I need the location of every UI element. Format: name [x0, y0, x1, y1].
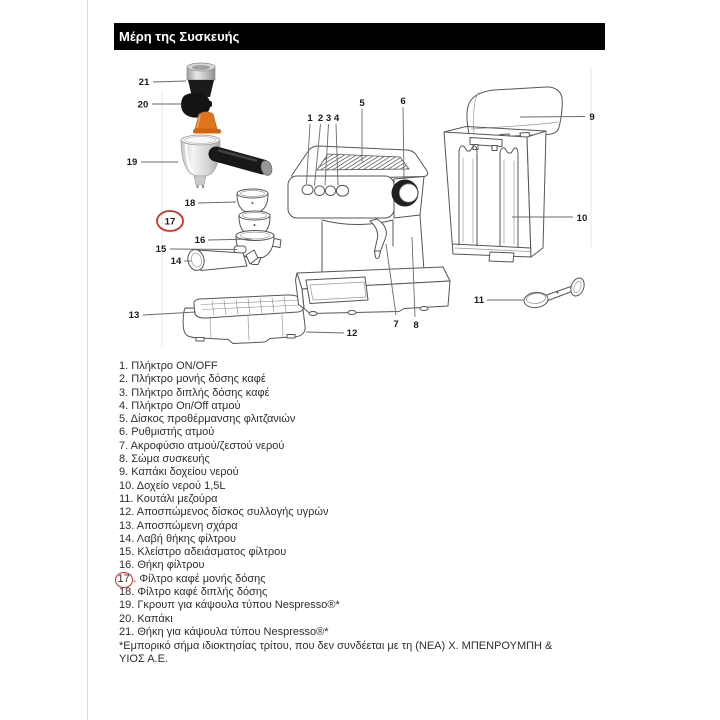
part-label: Πλήκτρο On/Off ατμού	[131, 399, 241, 412]
filter-stack-drawing	[186, 189, 281, 272]
cup-warming-tray	[317, 154, 409, 170]
part-label: Λαβή θήκης φίλτρου	[136, 532, 236, 545]
callout-14: 14	[170, 256, 182, 267]
part-label: Ακροφύσιο ατμού/ζεστού νερού	[130, 439, 285, 452]
callout-9: 9	[589, 112, 595, 123]
part-list-item	[119, 400, 605, 413]
part-list-item	[119, 546, 605, 559]
part-label: Πλήκτρο ON/OFF	[131, 360, 218, 372]
callout-6: 6	[400, 96, 406, 107]
part-label: Κουτάλι μεζούρα	[136, 492, 218, 505]
footnote-line-1: *Εμπορικό σήμα ιδιοκτησίας τρίτου, που δεν συνδέεται με τη (ΝΕΑ) Χ. ΜΠΕΝΡΟΥΜΠΗ &	[119, 640, 553, 653]
part-number-suffix: .	[131, 532, 137, 545]
measuring-spoon-drawing	[523, 276, 586, 309]
part-number: 5	[119, 413, 126, 426]
part-number: 20	[119, 612, 132, 625]
part-label: Σώμα συσκευής	[131, 453, 210, 466]
part-number-suffix: .	[125, 426, 132, 439]
parts-list	[119, 360, 605, 639]
callout-18: 18	[184, 198, 196, 209]
part-label: Αποσπώμενη σχάρα	[136, 519, 238, 532]
part-label: Πλήκτρο μονής δόσης καφέ	[131, 373, 266, 386]
part-label: Θήκη για κάψουλα τύπου Nespresso®*	[137, 625, 329, 638]
part-list-item	[119, 559, 605, 572]
part-list-item	[119, 520, 605, 533]
part-number-suffix: .	[125, 386, 132, 399]
part-label: Κλείστρο αδειάσματος φίλτρου	[137, 546, 287, 559]
part-number: 3	[119, 386, 126, 399]
part-label: Ρυθμιστής ατμού	[131, 426, 215, 439]
part-number: 1	[119, 360, 126, 372]
part-label: Φίλτρο καφέ μονής δόσης	[139, 572, 266, 585]
part-number: 19	[119, 599, 132, 612]
part-number-suffix: .	[131, 479, 137, 492]
part-label: Καπάκι	[137, 612, 173, 625]
front-panel	[288, 176, 394, 218]
part-number-suffix: .	[131, 546, 138, 559]
callout-21: 21	[138, 77, 150, 88]
footnote-line-2: ΥΙΟΣ Α.Ε.	[119, 653, 168, 666]
part-number: 13	[119, 519, 132, 532]
part-list-item	[119, 360, 605, 373]
part-label: Καπάκι δοχείου νερού	[131, 466, 239, 479]
machine-body-drawing	[288, 146, 450, 316]
callout-5: 5	[359, 98, 365, 109]
part-list-item	[119, 373, 605, 386]
part-number: 2	[119, 373, 126, 386]
part-label: Γκρουπ για κάψουλα τύπου Nespresso®*	[137, 599, 340, 612]
section-title-bar	[114, 23, 605, 50]
part-list-item	[119, 613, 605, 626]
part-list-item	[119, 599, 605, 612]
part-list-item	[119, 480, 605, 493]
part-number-suffix: .	[131, 506, 137, 519]
part-label: Φίλτρο καφέ διπλής δόσης	[137, 586, 268, 599]
callout-17: 17	[164, 216, 176, 228]
part-list-item	[119, 506, 605, 519]
part-list-item	[119, 586, 605, 599]
callout-16: 16	[194, 235, 206, 246]
part-number-suffix: .	[131, 625, 138, 638]
part-number: 14	[119, 532, 132, 545]
part-number: 9	[119, 466, 126, 479]
part-label: Δίσκος προθέρμανσης φλιτζανιών	[130, 413, 296, 426]
part-list-item	[119, 533, 605, 546]
part-number-suffix: .	[131, 599, 138, 612]
part-list-item	[119, 453, 605, 466]
part-number-suffix: .	[133, 572, 140, 585]
part-number-suffix: .	[131, 612, 138, 625]
part-number: 10	[119, 479, 132, 492]
part-number-suffix: .	[131, 586, 138, 599]
part-number-suffix: .	[131, 519, 137, 532]
callout-15: 15	[155, 244, 167, 255]
part-number: 21	[119, 625, 132, 638]
part-number: 4	[119, 399, 126, 412]
part-number-suffix: .	[125, 453, 132, 466]
steam-dial	[392, 180, 419, 207]
part-label: Πλήκτρο διπλής δόσης καφέ	[131, 386, 270, 399]
part-number-highlighted: 17	[115, 572, 134, 588]
part-list-item	[119, 440, 605, 453]
nespresso-group-photo	[181, 63, 274, 188]
part-list-item	[119, 426, 605, 439]
part-number: 6	[119, 426, 126, 439]
part-number: 7	[119, 439, 126, 452]
part-number-suffix: .	[125, 413, 131, 426]
footnote	[119, 627, 605, 667]
section-title: Μέρη της Συσκευής	[119, 29, 240, 44]
part-number: 8	[119, 453, 126, 466]
callout-11: 11	[473, 295, 485, 306]
part-list-item	[119, 466, 605, 479]
callout-2: 2	[317, 113, 324, 124]
callout-3: 3	[325, 113, 332, 124]
callout-4: 4	[333, 113, 340, 124]
part-list-item	[119, 413, 605, 426]
callout-10: 10	[576, 213, 588, 224]
part-label: Αποσπώμενος δίσκος συλλογής υγρών	[136, 506, 329, 519]
part-number-suffix: .	[125, 373, 132, 386]
water-tank-drawing	[444, 87, 562, 262]
part-number-suffix: .	[130, 492, 137, 505]
callout-1: 1	[307, 113, 313, 124]
part-number: 18	[119, 586, 132, 599]
callout-19: 19	[126, 157, 138, 168]
part-label: Δοχείο νερού 1,5L	[136, 479, 226, 492]
part-number-suffix: .	[125, 466, 132, 479]
drip-tray-drawing	[183, 295, 305, 344]
part-number: 12	[119, 506, 132, 519]
part-list-item	[119, 387, 605, 400]
part-number-suffix: .	[125, 360, 132, 372]
parts-diagram	[87, 52, 607, 352]
callout-20: 20	[137, 99, 149, 111]
part-number-suffix: .	[125, 439, 131, 452]
part-number-suffix: .	[131, 559, 138, 572]
part-label: Θήκη φίλτρου	[137, 559, 205, 572]
part-number: 16	[119, 559, 132, 572]
callout-12: 12	[346, 328, 358, 339]
callout-8: 8	[413, 320, 419, 331]
callout-7: 7	[393, 319, 399, 330]
part-list-item	[119, 493, 605, 506]
part-number: 11	[119, 492, 131, 505]
part-number-suffix: .	[125, 399, 132, 412]
callout-13: 13	[128, 310, 140, 321]
part-number: 15	[119, 546, 132, 559]
part-list-item	[119, 573, 605, 586]
